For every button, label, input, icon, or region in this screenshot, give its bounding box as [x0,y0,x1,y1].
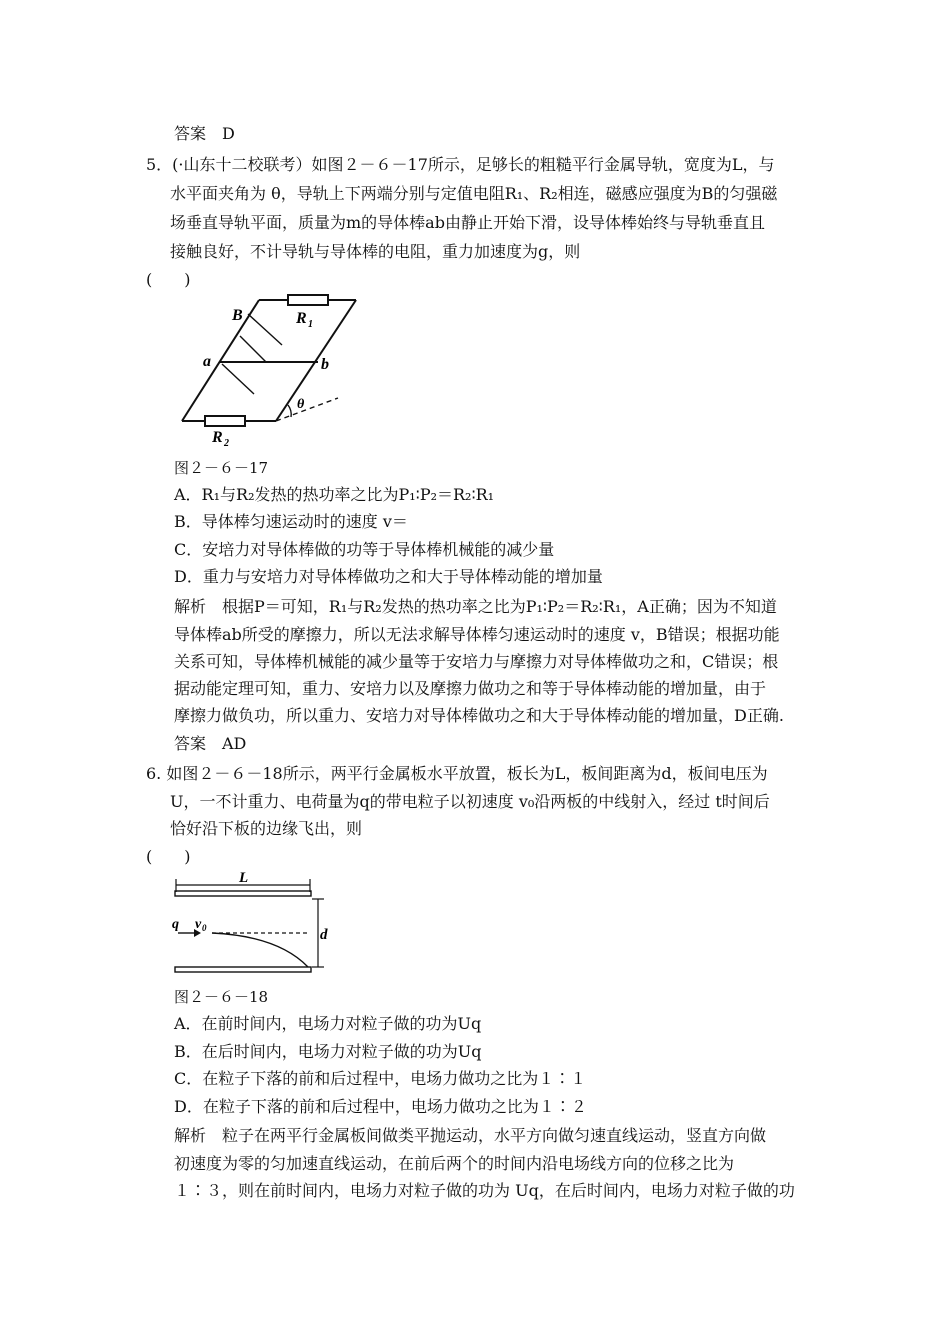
q5-stem-line-2: 水平面夹角为 θ，导轨上下两端分别与定值电阻R₁、R₂相连，磁感应强度为B的匀强磁 [170,184,778,203]
q5-answer: 答案 AD [174,734,247,753]
label-charge: q [172,917,179,932]
label-velocity-sub: 0 [202,923,207,933]
figure-2-6-17 [170,290,370,450]
q4-answer: 答案 D [174,124,235,143]
label-length: L [239,870,249,886]
label-velocity: v [195,917,202,932]
q5-analysis-line-2: 导体棒ab所受的摩擦力，所以无法求解导体棒匀速运动时的速度 v，B错误；根据功能 [174,625,780,644]
q5-analysis-line-5: 摩擦力做负功，所以重力、安培力对导体棒做功之和大于导体棒动能的增加量，D正确. [174,706,784,725]
label-b-field: B [232,307,243,324]
q5-option-b: B．导体棒匀速运动时的速度 v＝ [174,512,408,531]
q6-stem-line-1: 6. 如图２－６－18所示，两平行金属板水平放置，板长为L，板间距离为d，板间电压为 [146,764,768,783]
rail-right [276,300,356,421]
figure-2-6-18 [168,868,348,980]
label-b: b [321,356,329,373]
q5-option-c: C．安培力对导体棒做的功等于导体棒机械能的减少量 [174,540,555,559]
angle-arc [288,405,291,417]
field-line-2 [240,336,266,362]
resistor-r1 [288,295,328,305]
particle-trajectory [212,933,308,967]
q6-option-b: B．在后时间内，电场力对粒子做的功为Uq [174,1042,482,1061]
upper-plate [175,891,311,896]
label-r1: R [296,310,307,327]
q6-option-d: D．在粒子下落的前和后过程中，电场力做功之比为１∶２ [174,1097,587,1116]
label-distance: d [320,927,328,943]
q5-stem-line-4: 接触良好，不计导轨与导体棒的电阻，重力加速度为g，则 [170,242,581,261]
label-r2-sub: 2 [224,438,229,449]
q5-stem-line-3: 场垂直导轨平面，质量为m的导体棒ab由静止开始下滑，设导体棒始终与导轨垂直且 [170,213,765,232]
q6-analysis-line-2: 初速度为零的匀加速直线运动，在前后两个的时间内沿电场线方向的位移之比为 [174,1154,735,1173]
label-a: a [203,353,211,370]
q5-option-d: D．重力与安培力对导体棒做功之和大于导体棒动能的增加量 [174,567,603,586]
label-r1-sub: 1 [308,319,313,330]
q5-answer-paren: ( ) [146,270,191,289]
field-line-3 [222,364,254,394]
q5-analysis-line-1: 解析 根据P＝可知，R₁与R₂发热的热功率之比为P₁∶P₂＝R₂∶R₁，A正确；因为不知道 [174,597,777,616]
q5-analysis-line-3: 关系可知，导体棒机械能的减少量等于安培力与摩擦力对导体棒做功之和，C错误；根 [174,652,779,671]
q5-option-a: A．R₁与R₂发热的热功率之比为P₁∶P₂＝R₂∶R₁ [174,485,495,504]
q5-analysis-line-4: 据动能定理可知，重力、安培力以及摩擦力做功之和等于导体棒动能的增加量，由于 [174,679,767,698]
q6-analysis-line-3: １∶３，则在前时间内，电场力对粒子做的功为 Uq，在后时间内，电场力对粒子做的功 [174,1181,795,1200]
q6-option-c: C．在粒子下落的前和后过程中，电场力做功之比为１∶１ [174,1069,587,1088]
label-theta: θ [297,397,305,412]
figure-2-6-17-caption: 图２－６－17 [174,459,269,477]
rail-left [182,300,259,421]
field-line-1 [248,314,282,345]
label-r2: R [212,429,223,446]
dashed-horizontal [276,398,338,421]
q5-stem-line-1: 5．(·山东十二校联考）如图２－６－17所示，足够长的粗糙平行金属导轨，宽度为L，与 [146,155,775,174]
q6-stem-line-2: U，一不计重力、电荷量为q的带电粒子以初速度 v₀沿两板的中线射入，经过 t时间后 [170,792,770,811]
figure-2-6-18-caption: 图２－６－18 [174,988,269,1006]
q6-stem-line-3: 恰好沿下板的边缘飞出，则 [170,819,363,838]
q6-analysis-line-1: 解析 粒子在两平行金属板间做类平抛运动，水平方向做匀速直线运动，竖直方向做 [174,1126,767,1145]
q6-option-a: A．在前时间内，电场力对粒子做的功为Uq [174,1014,482,1033]
resistor-r2 [205,416,245,426]
q6-answer-paren: ( ) [146,847,191,866]
lower-plate [175,967,311,972]
